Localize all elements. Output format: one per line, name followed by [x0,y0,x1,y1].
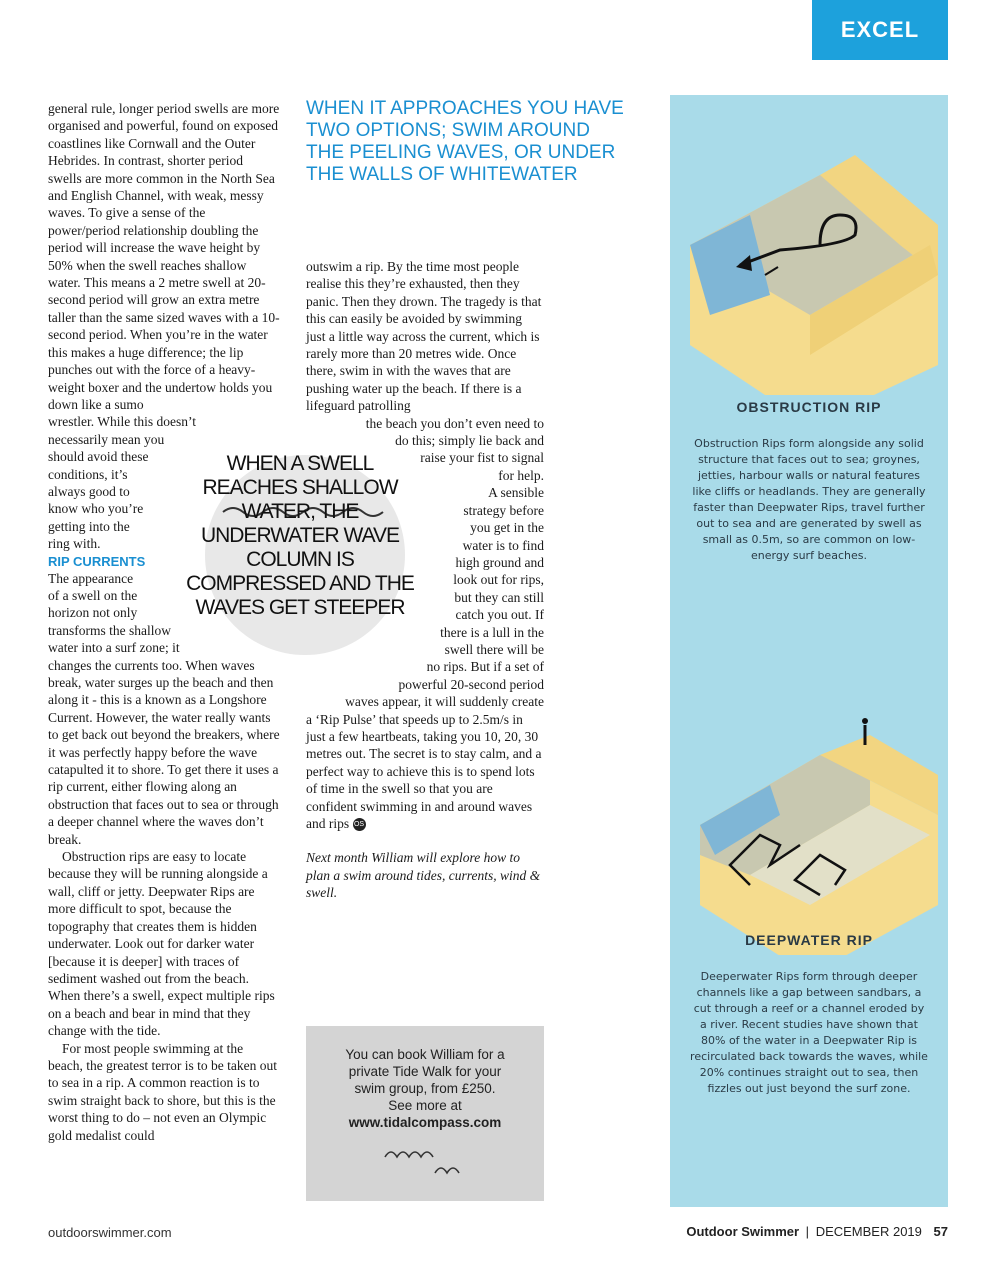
footer-date: DECEMBER 2019 [815,1224,922,1239]
text-line: there is a lull in the [440,624,544,640]
text-line: no rips. But if a set of [426,659,544,675]
col1-para2: changes the currents too. When waves break, water surges up the beach and then along it - this is a known as a Longshore Current. However, the water really wants to get back out beyond the breakers, where it was perfectly happy before the wave catapulted it to shore. To get there it uses a rip current, either flowing along an obstruction that faces out to sea or through a deeper channel where the waves don’t break. [48,657,280,847]
rip-currents-subheading: RIP CURRENTS [48,553,146,569]
col1-para3: Obstruction rips are easy to locate because they will be running alongside a wall, cliff or jetty. Deepwater Rips are more difficult to spot, because the topography that creates them is hidden underwater. Look out for darker water [because it is deeper] with traces of sediment washed out from the beach. When there’s a swell, expect multiple rips on a beach and bear in mind that they change with the tide. [48,849,275,1039]
footer-magazine: Outdoor Swimmer [686,1224,800,1239]
booking-text: You can book William for a private Tide Walk for your swim group, from £250. [345,1047,505,1096]
section-tab [812,0,948,60]
pull-quote-top: WHEN IT APPROACHES YOU HAVE TWO OPTIONS; SWIM AROUND THE PEELING WAVES, OR UNDER THE WALLS OF WHITEWATER [306,98,624,185]
text-line: water is to find [462,537,544,553]
text-line: transforms the shallow [48,622,171,638]
text-line: do this; simply lie back and [395,433,544,449]
text-line: powerful 20-second period [398,676,544,692]
next-month-note: Next month William will explore how to plan a swim around tides, currents, wind & swell. [306,850,541,901]
column-2 [306,258,544,902]
waves-icon [365,1139,485,1179]
col2-para2 [306,711,544,833]
text-line: you get in the [470,520,544,536]
deepwater-rip-text: Deeperwater Rips form through deeper channels like a gap between sandbars, a cut through a reef or a channel eroded by a river. Recent studies have shown that 80% of the water in a Deepwater Rip is recirculated back towards the waves, while 20% continues straight out to sea, then fizzles out just beyond the surf zone. [690,970,928,1095]
text-line: getting into the [48,518,130,534]
text-line: conditions, it’s [48,466,128,482]
booking-see-more: See more at [388,1098,462,1113]
footer-divider: | [805,1224,810,1239]
end-mark-icon: OS [353,818,366,831]
text-line: strategy before [463,502,544,518]
text-line: necessarily mean you [48,431,165,447]
text-line: wrestler. While this doesn’t [48,414,196,430]
text-line: water into a surf zone; it [48,640,180,656]
text-line: always good to [48,483,130,499]
section-tab-label: EXCEL [840,17,920,42]
deepwater-rip-title: DEEPWATER RIP [745,932,873,948]
footer-site: outdoorswimmer.com [48,1225,172,1240]
text-line: swell there will be [444,641,544,657]
col2-para1: outswim a rip. By the time most people realise this they’re exhausted, then they panic. Then they drown. The tragedy is that this can easily be avoided by swimming just a little way across the current, which is rarely more than 20 metres wide. Once there, swim in with the waves that are pushing water up the beach. If there is a lifeguard patrolling [306,259,542,414]
text-line: high ground and [455,554,544,570]
obstruction-rip-illustration [670,95,948,395]
text-line: for help. [498,467,544,483]
deepwater-rip-illustration [670,695,948,955]
col2-para2-text: a ‘Rip Pulse’ that speeds up to 2.5m/s in just a few heartbeats, taking you 10, 20, 30 metres out. The secret is to stay calm, and a perfect way to achieve this is to spend lots of time in the swell so that you are confident swimming in and around waves and rips [306,711,542,831]
wave-pull-quote: WHEN A SWELL REACHES SHALLOW WATER, THE UNDERWATER WAVE COLUMN IS COMPRESSED AND THE WAVES GET STEEPER [186,452,414,619]
text-line: know who you’re [48,501,144,517]
text-line: horizon not only [48,605,138,621]
text-line: waves appear, it will suddenly create [345,694,544,710]
text-line: ring with. [48,536,101,552]
text-line: The appearance [48,570,134,586]
col1-para1: general rule, longer period swells are more organised and powerful, found on exposed coastlines like Cornwall and the Outer Hebrides. In contrast, shorter period swells are more common in the North Sea and English Channel, with weak, messy waves. To give a sense of the power/period relationship doubling the period will increase the wave height by 50% when the swell reaches shallow water. This means a 2 metre swell at 20-second period will grow an extra metre taller than the same sized waves with a 10-second period. When you’re in the water this makes a huge difference; the lip punches out with the force of a heavy-weight boxer and the undertow holds you down like a sumo [48,101,280,412]
text-line: but they can still [454,589,544,605]
text-line: should avoid these [48,449,149,465]
page-number: 57 [933,1224,948,1239]
text-line: catch you out. If [455,607,544,623]
booking-url-link[interactable]: www.tidalcompass.com [348,1115,502,1130]
text-line: raise your fist to signal [420,450,544,466]
text-line: the beach you don’t even need to [365,415,544,431]
booking-box [306,1026,544,1201]
text-line: look out for rips, [453,572,544,588]
obstruction-rip-title: OBSTRUCTION RIP [736,399,882,415]
col1-para4: For most people swimming at the beach, the greatest terror is to be taken out to sea in a rip. A common reaction is to swim straight back to shore, but this is the worst thing to do – not even an Olympic gold medalist could [48,1040,278,1143]
obstruction-rip-text: Obstruction Rips form alongside any solid structure that faces out to sea; groynes, jetties, harbour walls or natural features like cliffs or headlands. They are generally faster than Deepwater Rips, travel further out to sea and are generated by swell as small as 0.5m, so are common on low-energy surf beaches. [692,437,926,562]
text-line: A sensible [488,485,544,501]
footer-issue [686,1224,948,1239]
col2-wrap-block [306,415,544,711]
text-line: of a swell on the [48,587,138,603]
rip-types-infobox [670,95,948,1207]
